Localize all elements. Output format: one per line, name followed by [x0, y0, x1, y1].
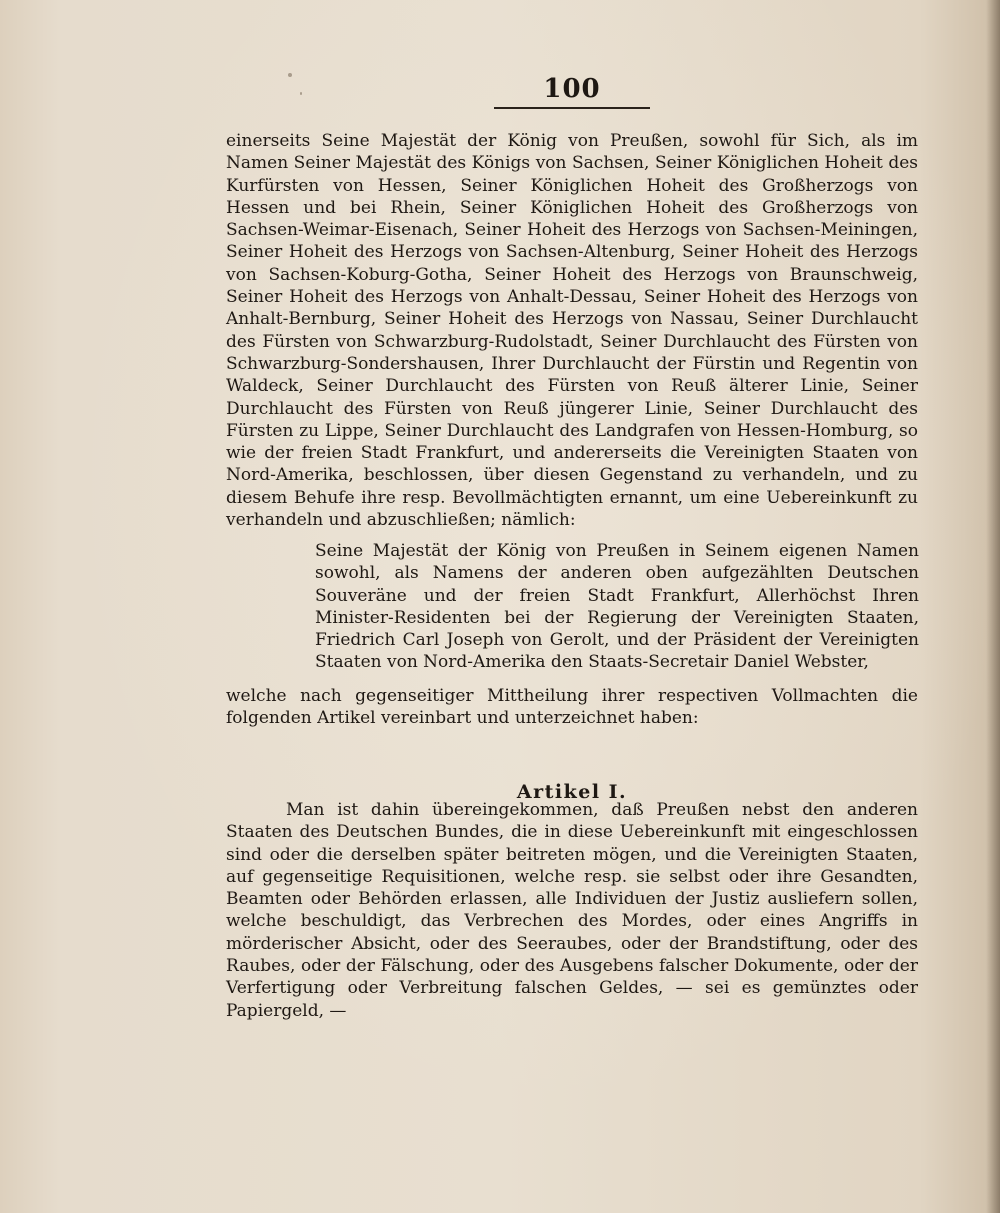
article-heading: Artikel I.	[516, 781, 628, 803]
page-number: 100	[543, 74, 601, 104]
paragraph-plenipotentiaries: Seine Majestät der König von Preußen in Seinem eigenen Namen sowohl, als Namens der anderen oben aufgezählten Deutschen Souveräne und der freien Stadt Frankfurt, Allerhöchst Ihren Minister-Residenten bei der Regierung der Vereinigten Staaten, Friedrich Carl Joseph von Gerolt, und der Präsident der Vereinigten Staaten von Nord-Amerika den Staats-Secretair Daniel Webster,	[315, 541, 919, 673]
article-text: Man ist dahin übereingekommen, daß Preußen nebst den anderen Staaten des Deutschen Bundes, die in diese Uebereinkunft mit eingeschlossen sind oder die derselben später beitreten mögen, und die Vereinigten Staaten, auf gegenseitige Requisitionen, welche resp. sie selbst oder ihre Gesandten, Beamten oder Behörden erlassen, alle Individuen der Justiz ausliefern sollen, welche beschuldigt, das Verbrechen des Mordes, oder eines Angriffs in mörderischer Absicht, oder des Seeraubes, oder der Brandstiftung, oder des Raubes, oder der Fälschung, oder des Ausgebens falscher Dokumente, oder der Verfertigung oder Verbreitung falschen Geldes, — sei es gemünztes oder Papiergeld, —	[226, 800, 918, 1021]
paragraph-preamble: einerseits Seine Majestät der König von Preußen, sowohl für Sich, als im Namen Seiner Majestät des Königs von Sachsen, Seiner Königlichen Hoheit des Kurfürsten von Hessen, Seiner Königlichen Hoheit des Großherzogs von Hessen und bei Rhein, Seiner Königlichen Hoheit des Großherzogs von Sachsen-Weimar-Eisenach, Seiner Hoheit des Herzogs von Sachsen-Meiningen, Seiner Hoheit des Herzogs von Sachsen-Altenburg, Seiner Hoheit des Herzogs von Sachsen-Koburg-Gotha, Seiner Hoheit des Herzogs von Braunschweig, Seiner Hoheit des Herzogs von Anhalt-Dessau, Seiner Hoheit des Herzogs von Anhalt-Bernburg, Seiner Hoheit des Herzogs von Nassau, Seiner Durchlaucht des Fürsten von Schwarzburg-Rudolstadt, Seiner Durchlaucht des Fürsten von Schwarzburg-Sondershausen, Ihrer Durchlaucht der Fürstin und Regentin von Waldeck, Seiner Durchlaucht des Fürsten von Reuß älterer Linie, Seiner Durchlaucht des Fürsten von Reuß jüngerer Linie, Seiner Durchlaucht des Fürsten zu Lippe, Seiner Durchlaucht des Landgrafen von Hessen-Homburg, so wie der freien Stadt Frankfurt, und andererseits die Vereinigten Staaten von Nord-Amerika, beschlossen, über diesen Gegenstand zu verhandeln, und zu diesem Behufe ihre resp. Bevollmächtigten ernannt, um eine Uebereinkunft zu verhandeln und abzuschließen; nämlich:	[226, 131, 918, 531]
paper-speck	[288, 73, 292, 77]
page-gutter-shadow	[986, 0, 1000, 1213]
paper-speck	[300, 92, 302, 95]
header-rule	[494, 107, 650, 109]
paragraph-agreement: welche nach gegenseitiger Mittheilung ihrer respectiven Vollmachten die folgenden Artikel vereinbart und unterzeichnet haben:	[226, 686, 918, 729]
